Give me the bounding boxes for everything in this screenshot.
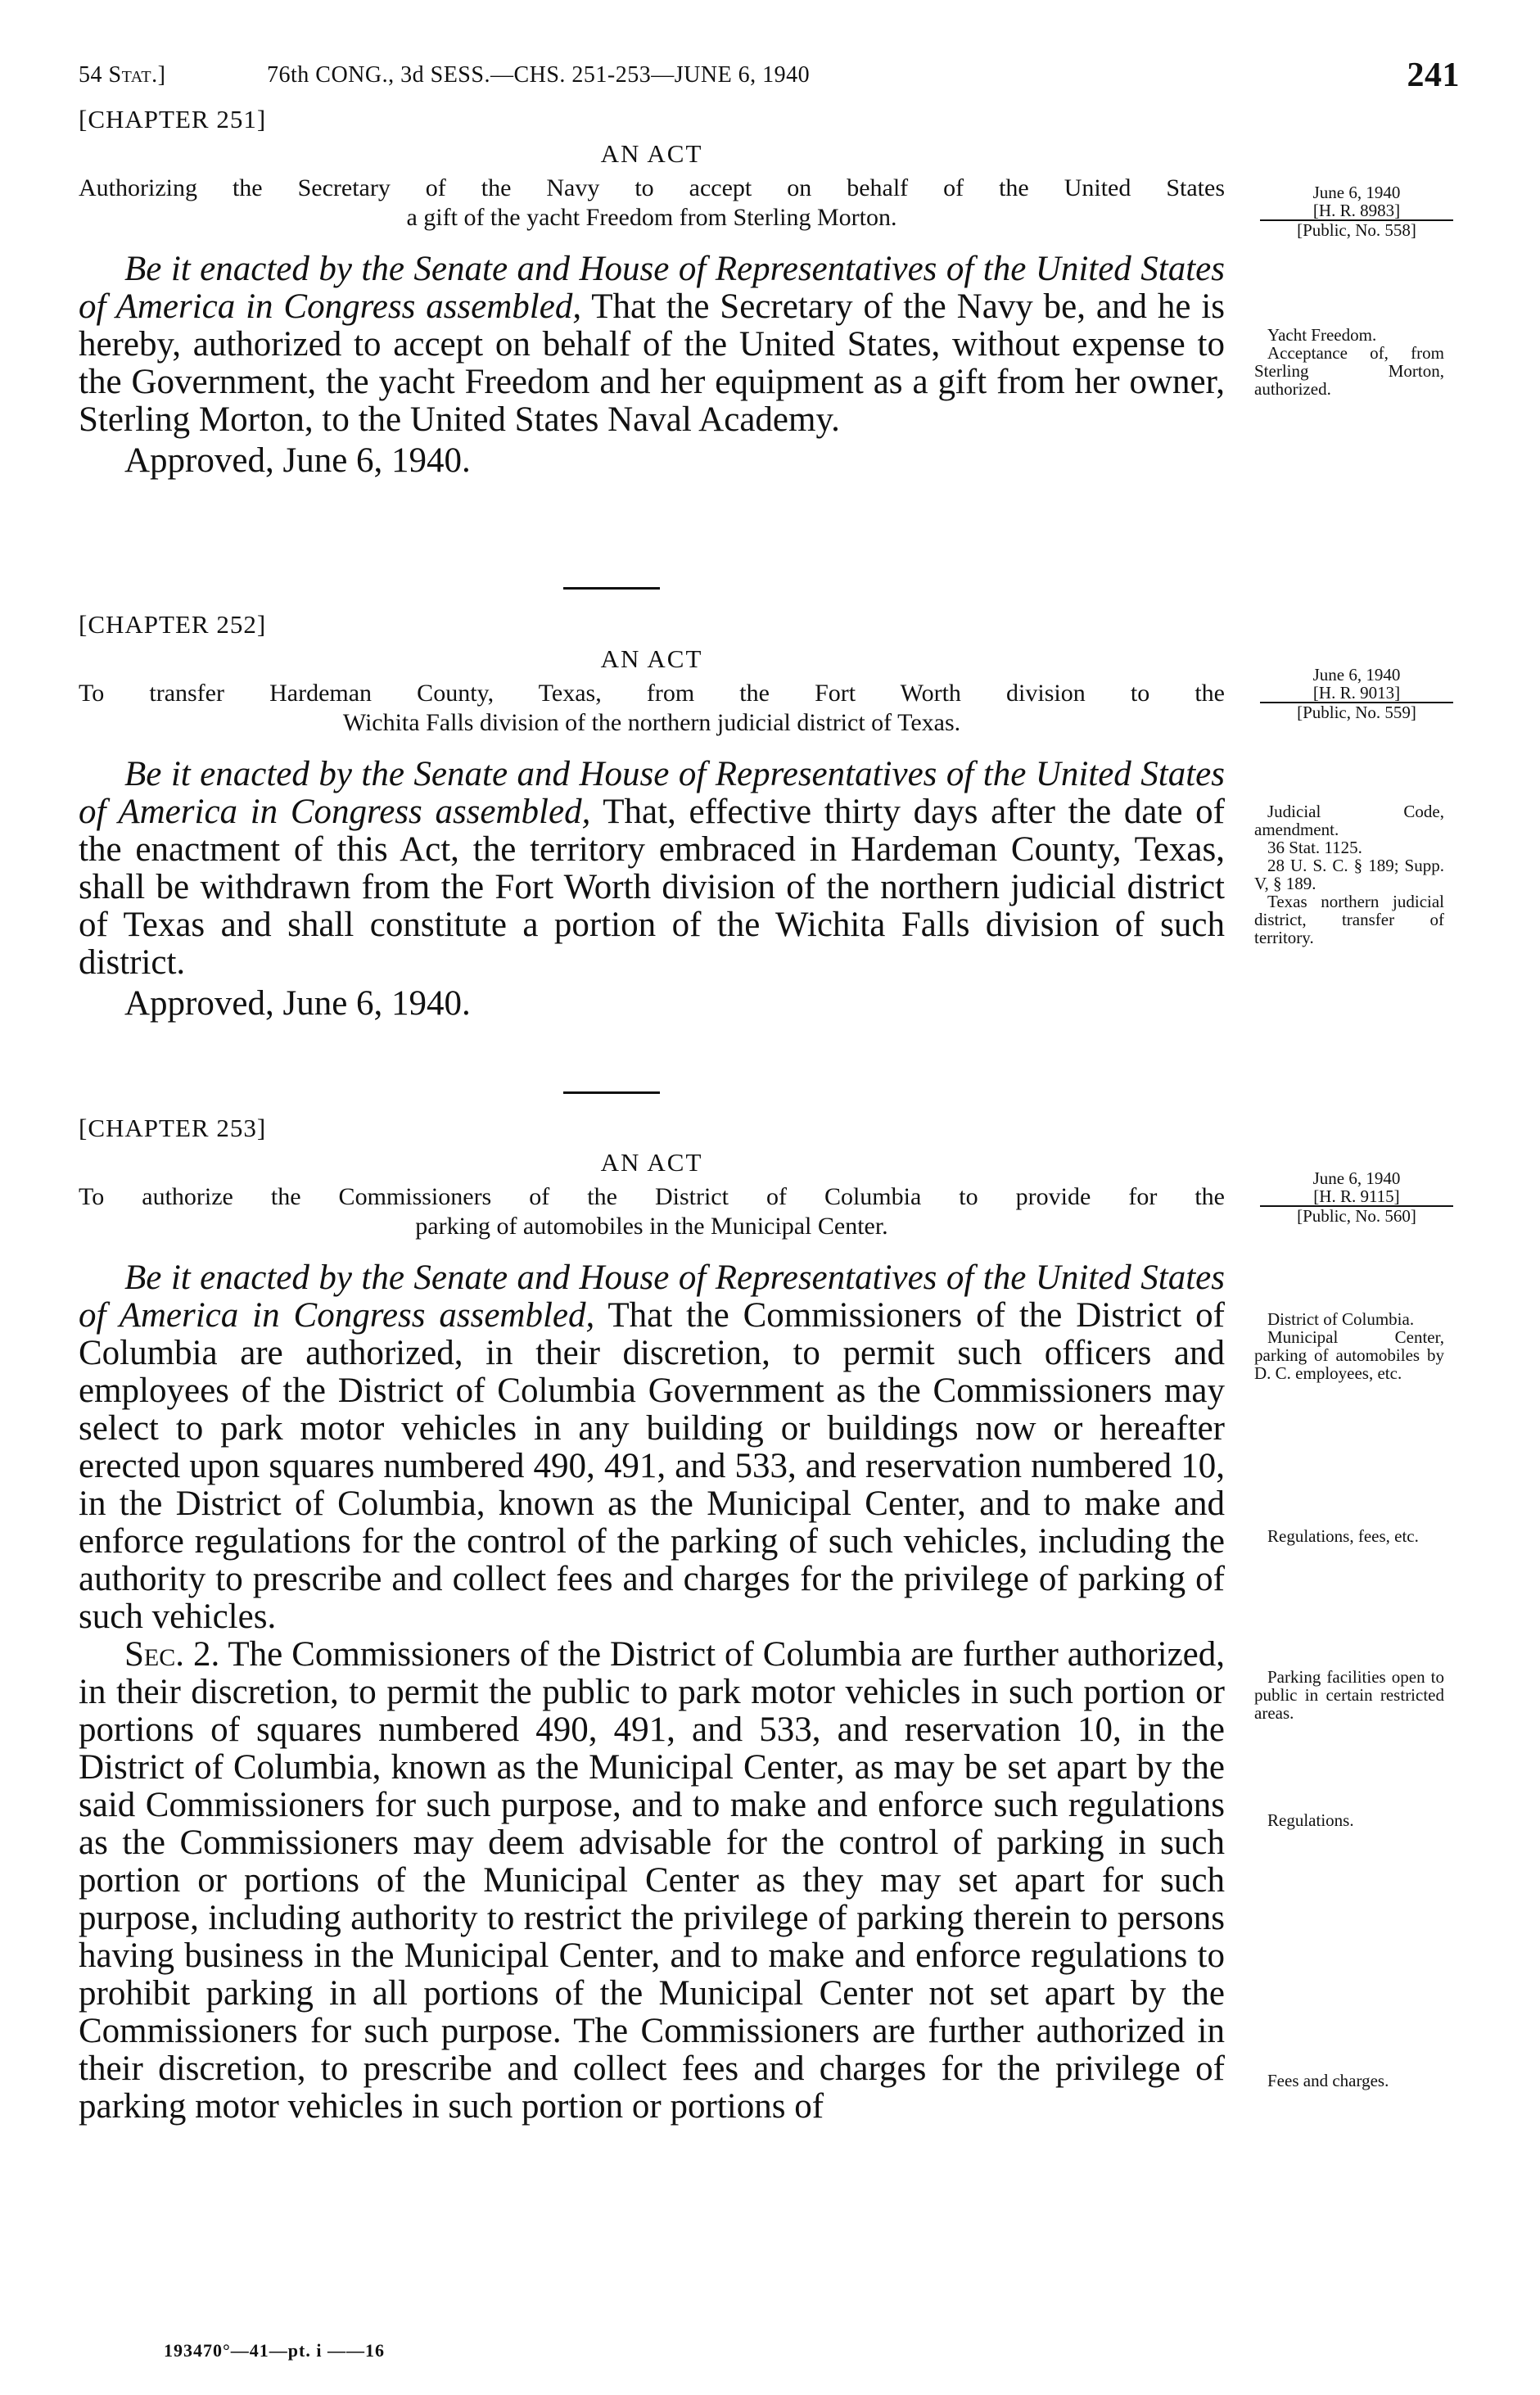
margin-notes — [1254, 802, 1444, 947]
act-text: That the Secretary of the Navy be, and he is hereby, authorized to accept on behalf of the United States, without expense to the Government, the yacht Freedom and her equipment as a gift from her owner, Sterling Morton, to the United States Naval Academy. — [79, 287, 1225, 439]
margin-note-group — [1254, 1668, 1444, 1722]
act-caption — [79, 1182, 1225, 1241]
approval-date: Approved, June 6, 1940. — [124, 984, 471, 1023]
statute-volume: 54 Stat.] — [79, 62, 166, 88]
margin-note: District of Columbia. — [1267, 1309, 1415, 1329]
margin-note-group — [1254, 2072, 1444, 2090]
session-info: 76th CONG., 3d SESS.—CHS. 251-253—JUNE 6, 1940 — [267, 62, 811, 88]
act-metadata — [1254, 183, 1459, 239]
chapter-label: [CHAPTER 253] — [79, 1114, 267, 1142]
act-date: June 6, 1940 — [1312, 665, 1401, 685]
margin-note: Judicial Code, amendment. — [1254, 802, 1444, 840]
public-law-number: [Public, No. 559] — [1297, 703, 1416, 723]
act-date: June 6, 1940 — [1312, 1168, 1401, 1188]
chapter-label: [CHAPTER 251] — [79, 105, 267, 133]
chapter-252 — [79, 610, 1462, 1023]
enacting-clause: Be it enacted by the Senate and House of Representatives of the United States of America in Congress assembled, — [79, 1259, 1225, 1335]
act-metadata — [1254, 666, 1459, 721]
bill-number: [H. R. 9013] — [1260, 684, 1453, 703]
act-text: That the Commissioners of the District of Columbia are authorized, in their discretion, to permit such officers and employees of the District of Columbia Government as the Commissioners may select to park motor vehicles in any building or buildings now or hereafter erected upon squares numbered 490, 491, and 533, and reservation numbered 10, in the District of Columbia, known as the Municipal Center, and to make and enforce regulations for the control of the parking of such vehicles, including the authority to prescribe and collect fees and charges for the privilege of parking of such vehicles. — [79, 1296, 1225, 1636]
enacting-clause: Be it enacted by the Senate and House of Representatives of the United States of America in Congress assembled, — [79, 250, 1225, 326]
caption-line-2: a gift of the yacht Freedom from Sterling Morton. — [406, 204, 897, 231]
margin-notes — [1254, 326, 1444, 398]
section-text: The Commissioners of the District of Columbia are further authorized, in their discretion, to permit the public to park motor vehicles in such portion or portions of squares numbered 490, 491, and 533, and reservation 10, in the District of Columbia, known as the Municipal Center, as may be set apart by the said Commissioners for such purpose, and to make and enforce such regulations as the Commissioners may deem advisable for the control of parking in such portion or portions of the Municipal Center as they may set apart for such purpose, including authority to restrict the privilege of parking therein to persons having business in the Municipal Center, and to make and enforce regulations to prohibit parking in all portions of the Municipal Center not set apart by the Commissioners for such purpose. The Commissioners are further authorized in their discretion, to prescribe and collect fees and charges for the privilege of parking motor vehicles in such portion or portions of — [79, 1635, 1225, 2126]
margin-note-group — [1254, 1527, 1444, 1545]
act-text: That, effective thirty days after the date of the enactment of this Act, the territory embraced in Hardeman County, Texas, shall be withdrawn from the Fort Worth division of the northern judicial district of Texas and shall constitute a portion of the Wichita Falls division of such district. — [79, 793, 1225, 982]
enacting-clause: Be it enacted by the Senate and House of Representatives of the United States of America in Congress assembled, — [79, 755, 1225, 831]
section-2-paragraph — [79, 1636, 1225, 2126]
margin-note: Yacht Freedom. — [1267, 325, 1377, 345]
margin-note: Acceptance of, from Sterling Morton, authorized. — [1254, 343, 1444, 400]
margin-note: Regulations. — [1267, 1810, 1354, 1830]
caption-line-2: Wichita Falls division of the northern judicial district of Texas. — [342, 709, 961, 736]
enacting-paragraph — [79, 1259, 1225, 1636]
page-number: 241 — [1407, 56, 1460, 94]
approval-date: Approved, June 6, 1940. — [124, 441, 471, 480]
act-caption — [79, 679, 1225, 738]
an-act-heading: AN ACT — [600, 1148, 703, 1177]
chapter-251 — [79, 105, 1462, 480]
margin-note: Municipal Center, parking of automobiles by D. C. employees, etc. — [1254, 1327, 1444, 1384]
margin-note: Parking facilities open to public in certain restricted areas. — [1254, 1667, 1444, 1724]
caption-line-1: To authorize the Commissioners of the District of Columbia to provide for the — [79, 1183, 1225, 1210]
margin-note-group — [1254, 1310, 1444, 1382]
bill-number: [H. R. 9115] — [1260, 1187, 1453, 1207]
section-divider — [563, 1091, 660, 1094]
an-act-heading: AN ACT — [600, 139, 703, 168]
chapter-253 — [79, 1114, 1462, 2126]
act-body — [79, 756, 1225, 1023]
caption-line-2: parking of automobiles in the Municipal Center. — [415, 1213, 888, 1240]
margin-note-group — [1254, 1811, 1444, 1829]
public-law-number: [Public, No. 558] — [1297, 220, 1416, 241]
public-law-number: [Public, No. 560] — [1297, 1206, 1416, 1227]
act-metadata — [1254, 1169, 1459, 1225]
enacting-paragraph — [79, 756, 1225, 982]
section-label: Sec. 2. — [124, 1635, 220, 1674]
bill-number: [H. R. 8983] — [1260, 201, 1453, 221]
an-act-heading: AN ACT — [600, 644, 703, 673]
printer-footer: 193470°—41—pt. i ——16 — [164, 2340, 385, 2361]
chapter-label: [CHAPTER 252] — [79, 610, 267, 639]
caption-line-1: Authorizing the Secretary of the Navy to accept on behalf of the United States — [79, 174, 1225, 201]
act-body — [79, 1259, 1225, 2126]
act-body — [79, 251, 1225, 480]
section-divider — [563, 587, 660, 590]
margin-note: Regulations, fees, etc. — [1267, 1526, 1419, 1546]
running-header — [79, 56, 1460, 97]
margin-note: Fees and charges. — [1267, 2071, 1389, 2090]
margin-note: Texas northern judicial district, transfer of territory. — [1254, 892, 1444, 948]
caption-line-1: To transfer Hardeman County, Texas, from the Fort Worth division to the — [79, 680, 1225, 707]
act-caption — [79, 174, 1225, 233]
margin-note: 28 U. S. C. § 189; Supp. V, § 189. — [1254, 856, 1444, 894]
margin-note: 36 Stat. 1125. — [1267, 838, 1362, 858]
act-date: June 6, 1940 — [1312, 183, 1401, 202]
enacting-paragraph — [79, 251, 1225, 439]
